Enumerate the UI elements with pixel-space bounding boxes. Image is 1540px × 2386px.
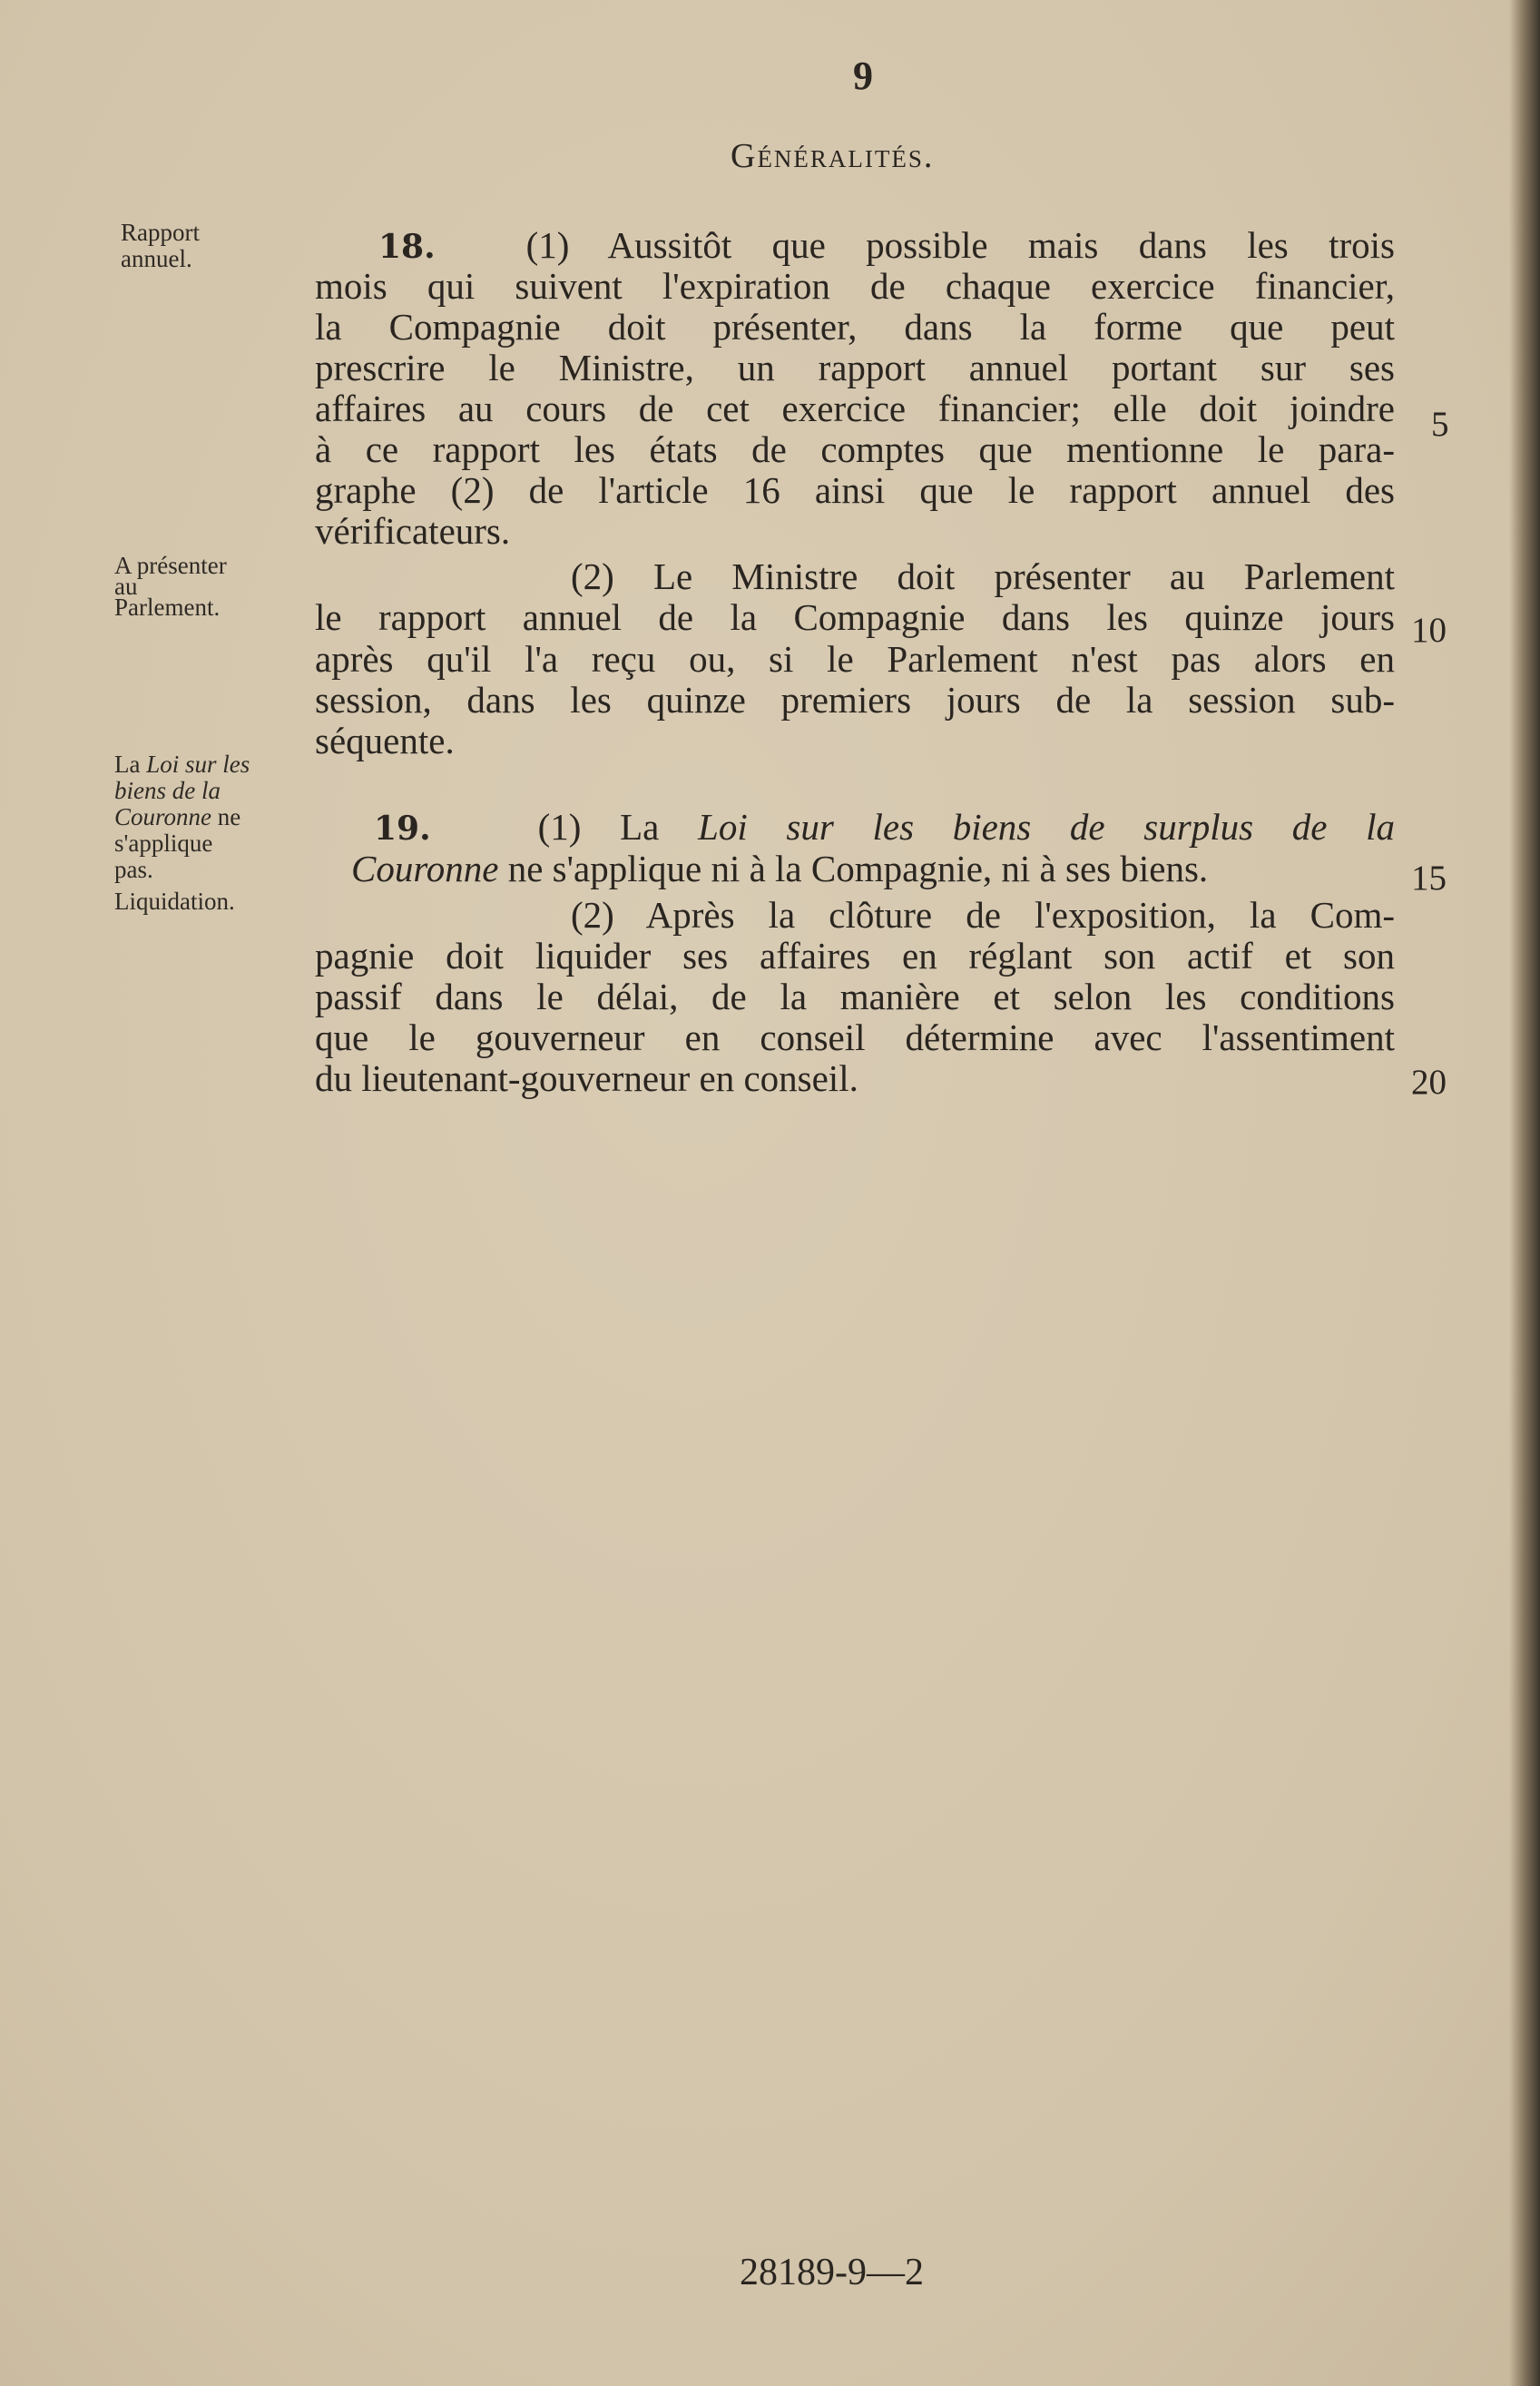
section-heading: Généralités. [731,137,935,175]
margin-note-liquidation: Liquidation. [114,888,235,915]
body-line: vérificateurs. [315,510,511,552]
body-line: prescrire le Ministre, un rapport annuel portant sur ses [315,347,1395,388]
margin-note-italic: Loi sur les [146,751,250,778]
margin-note-italic: Couronne [114,803,211,830]
section-19-sub2-lead: (2) Après la clôture de l'exposition, la Com- [571,894,1395,936]
section-19-sub1-lead: (1) La [537,806,660,848]
margin-note-loi-surplus [114,751,250,883]
margin-note-rapport-annuel [121,220,200,272]
body-line: la Compagnie doit présenter, dans la forme que peut [315,306,1395,348]
body-line: que le gouverneur en conseil détermine avec l'assentiment [315,1016,1395,1058]
body-line: mois qui suivent l'expiration de chaque exercice financier, [315,265,1395,307]
margin-note-line [114,778,250,804]
body-line: après qu'il l'a reçu ou, si le Parlement n'est pas alors en [315,638,1395,680]
margin-note-line [114,751,250,778]
section-18-sub1-lead: (1) Aussitôt que possible mais dans les trois [525,224,1395,266]
footer-print-code: 28189-9—2 [740,2252,924,2293]
body-line: à ce rapport les états de comptes que mentionne le para- [315,428,1395,470]
margin-note-line: annuel. [121,245,192,272]
page-edge-shadow [1509,0,1540,2386]
margin-note-text: ne [217,803,241,830]
body-line: graphe (2) de l'article 16 ainsi que le rapport annuel des [315,469,1395,511]
margin-note-a-presenter [114,552,227,621]
body-line: du lieutenant-gouverneur en conseil. [315,1057,858,1099]
line-number: 20 [1411,1063,1447,1102]
body-line: affaires au cours de cet exercice financier; elle doit joindre [315,388,1395,429]
body-line: séquente. [315,720,455,761]
section-18-sub2-lead: (2) Le Ministre doit présenter au Parlement [571,555,1395,597]
section-number-19: 19. [374,810,431,848]
section-19-act-title-end: Couronne [351,848,499,889]
line-number: 10 [1411,611,1447,650]
body-line: session, dans les quinze premiers jours de la session sub- [315,679,1395,721]
section-19-sub1-rest: ne s'applique ni à la Compagnie, ni à ses biens. [507,848,1209,889]
line-number: 15 [1411,859,1447,898]
margin-note-line: au [114,573,138,600]
body-line [351,848,1208,889]
line-number: 5 [1431,405,1449,444]
margin-note-line: Parlement. [114,594,221,621]
margin-note-line: pas. [114,856,153,883]
section-19-first-line [315,806,1395,849]
body-line: le rapport annuel de la Compagnie dans les quinze jours [315,596,1395,638]
margin-note-line: A présenter [114,552,227,579]
body-line: passif dans le délai, de la manière et selon les conditions [315,976,1395,1017]
margin-note-text: La [114,751,141,778]
margin-note-line [114,804,250,830]
section-number-18: 18. [378,228,436,266]
margin-note-line: Rapport [121,219,200,246]
section-18-first-line [315,224,1395,268]
section-19-act-title: Loi sur les biens de surplus de la [698,806,1395,848]
margin-note-line: s'applique [114,830,213,857]
margin-note-italic: biens de la [114,777,221,804]
body-line: pagnie doit liquider ses affaires en réglant son actif et son [315,935,1395,977]
